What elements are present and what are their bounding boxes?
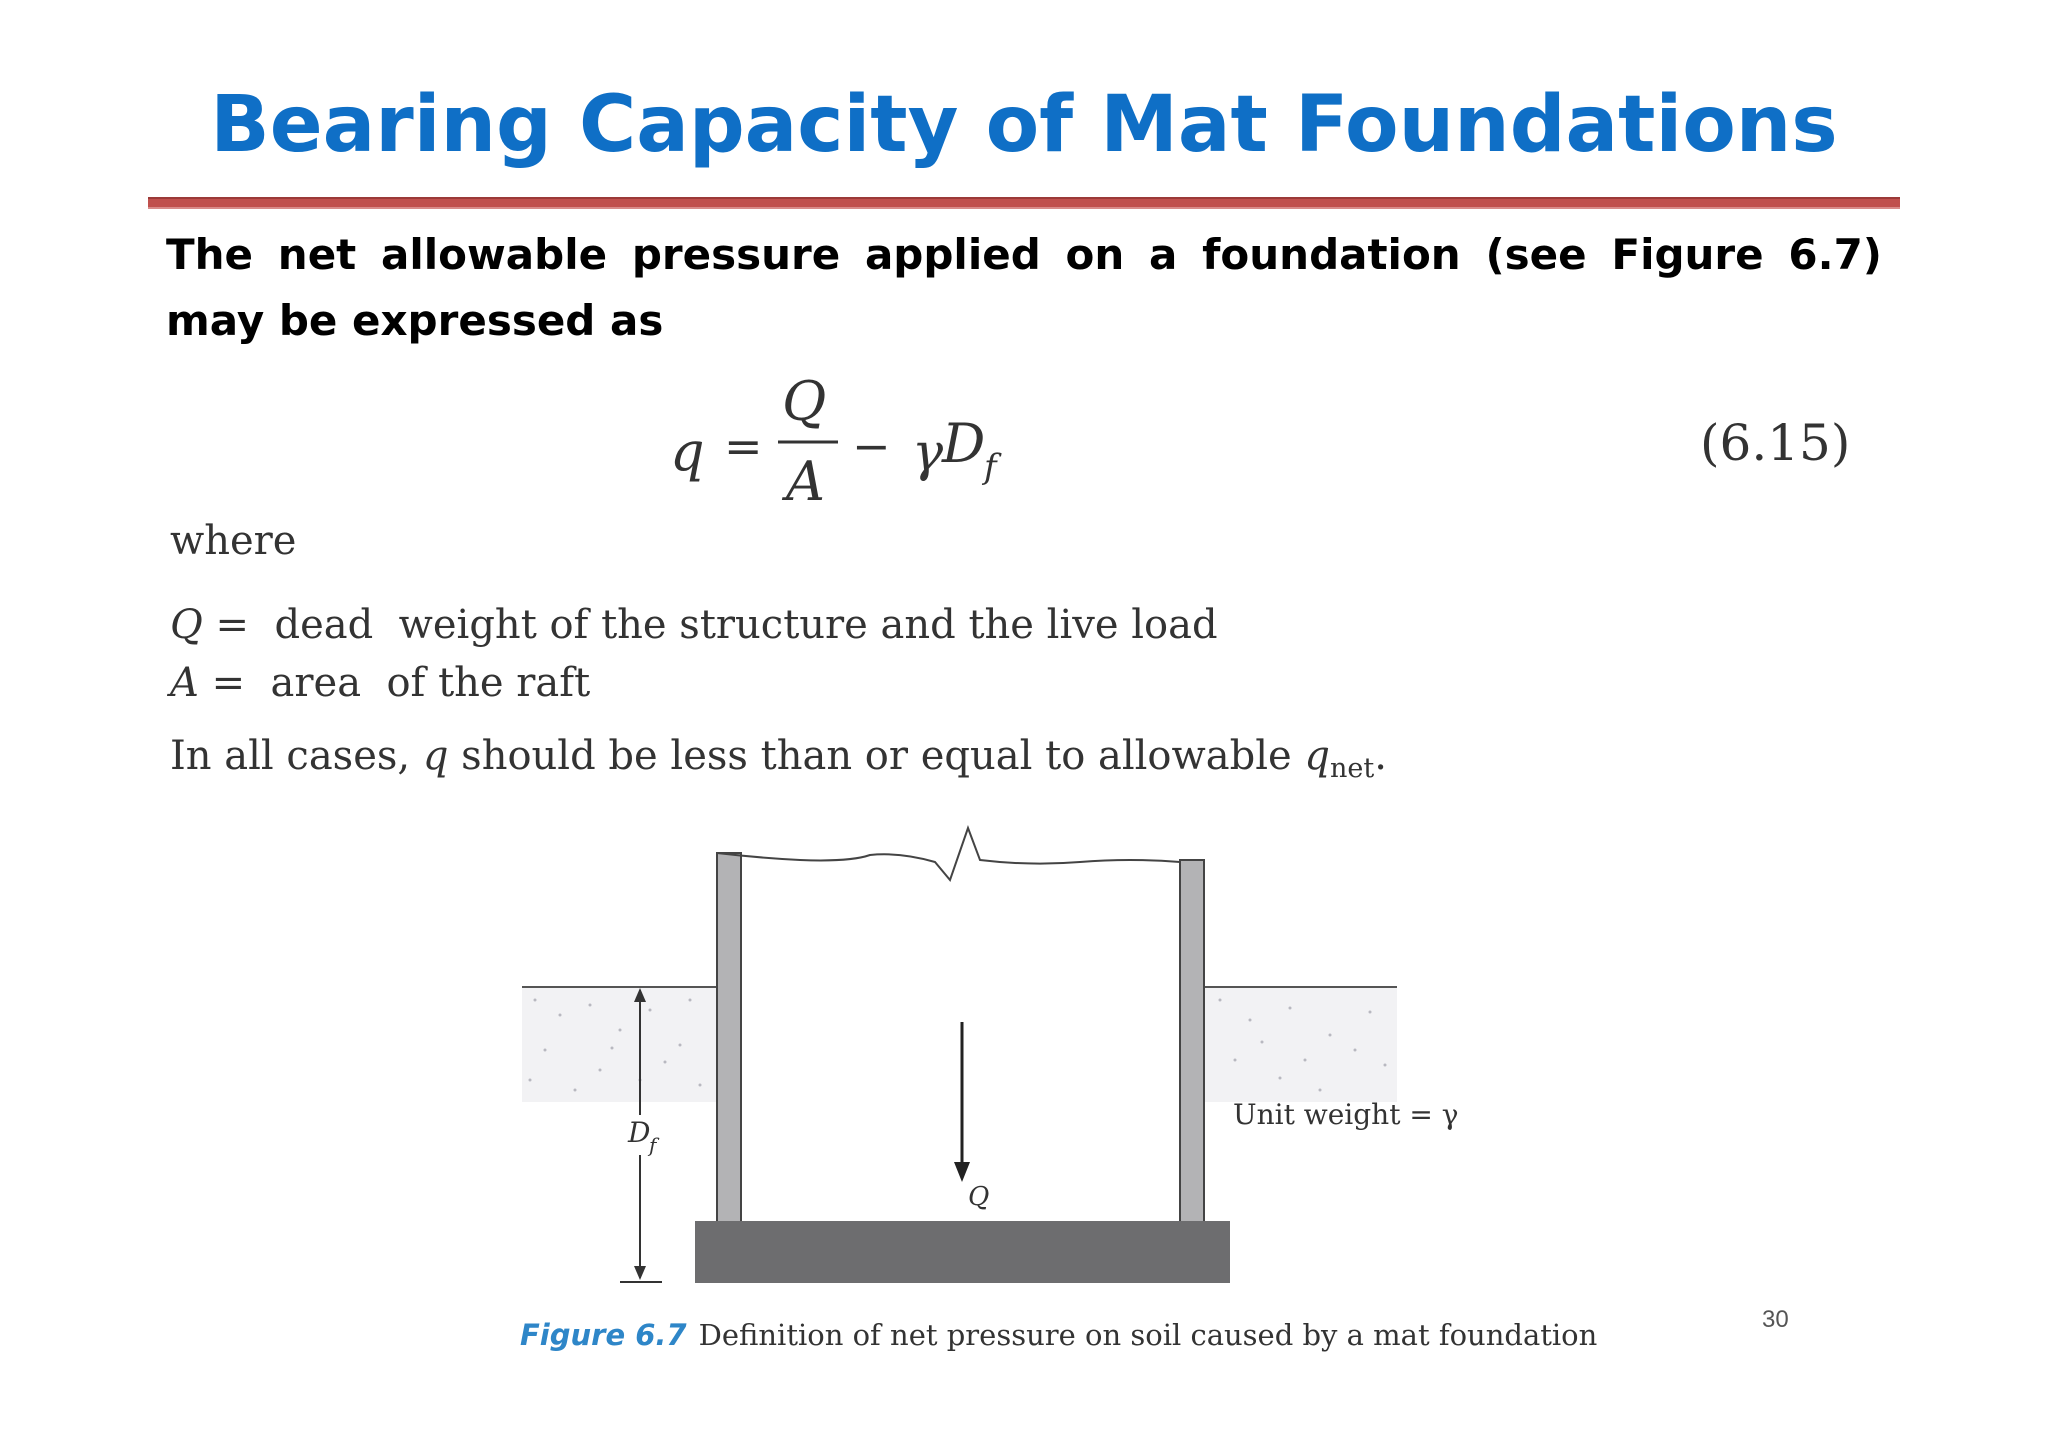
figure-6-7 — [522, 828, 1458, 1283]
equation-equals: = — [724, 419, 763, 473]
wall-right — [1180, 860, 1204, 1223]
where-label: where — [170, 518, 297, 564]
df-label: D — [628, 1116, 651, 1149]
soil-left — [522, 987, 717, 1102]
df-arrow-bottom — [634, 1266, 646, 1280]
page-title: Bearing Capacity of Mat Foundations — [210, 80, 1838, 170]
figure-caption-label: Figure 6.7 — [520, 1318, 687, 1352]
equation-d: D — [942, 412, 986, 475]
definition-symbol: Q — [170, 602, 203, 648]
soil-right — [1205, 987, 1397, 1102]
condition-statement: In all cases, q should be less than or equal to allowable $q_{net}$. — [170, 733, 1387, 784]
definition-text: = area of the raft — [198, 660, 591, 706]
equation-d-subscript: f — [984, 447, 997, 487]
mat-foundation — [695, 1221, 1230, 1283]
equation-number: (6.15) — [1700, 414, 1851, 472]
definition-a — [170, 660, 590, 706]
structure-break-line — [717, 828, 1180, 880]
page-number: 30 — [1762, 1306, 1789, 1333]
unit-weight-label: Unit weight = γ — [1233, 1098, 1459, 1131]
intro-paragraph: The net allowable pressure applied on a foundation (see Figure 6.7) may be expressed as — [166, 230, 1882, 345]
wall-left — [717, 853, 741, 1223]
definition-q — [170, 602, 1218, 648]
equation-lhs: q — [670, 420, 705, 483]
equation-minus: − — [852, 419, 891, 473]
figure-caption-text: Definition of net pressure on soil caused by a mat foundation — [698, 1318, 1598, 1352]
df-label-subscript: f — [649, 1133, 657, 1157]
equation-gamma: γ — [912, 423, 944, 483]
load-arrow-head — [954, 1162, 970, 1182]
load-label-q: Q — [968, 1182, 990, 1212]
equation-numerator: Q — [782, 370, 827, 433]
definition-text: = dead weight of the structure and the live load — [202, 602, 1218, 648]
definition-symbol: A — [170, 660, 199, 706]
equation-denominator: A — [786, 450, 825, 513]
equation-6-15 — [670, 370, 1002, 513]
figure-caption — [520, 1318, 1597, 1352]
